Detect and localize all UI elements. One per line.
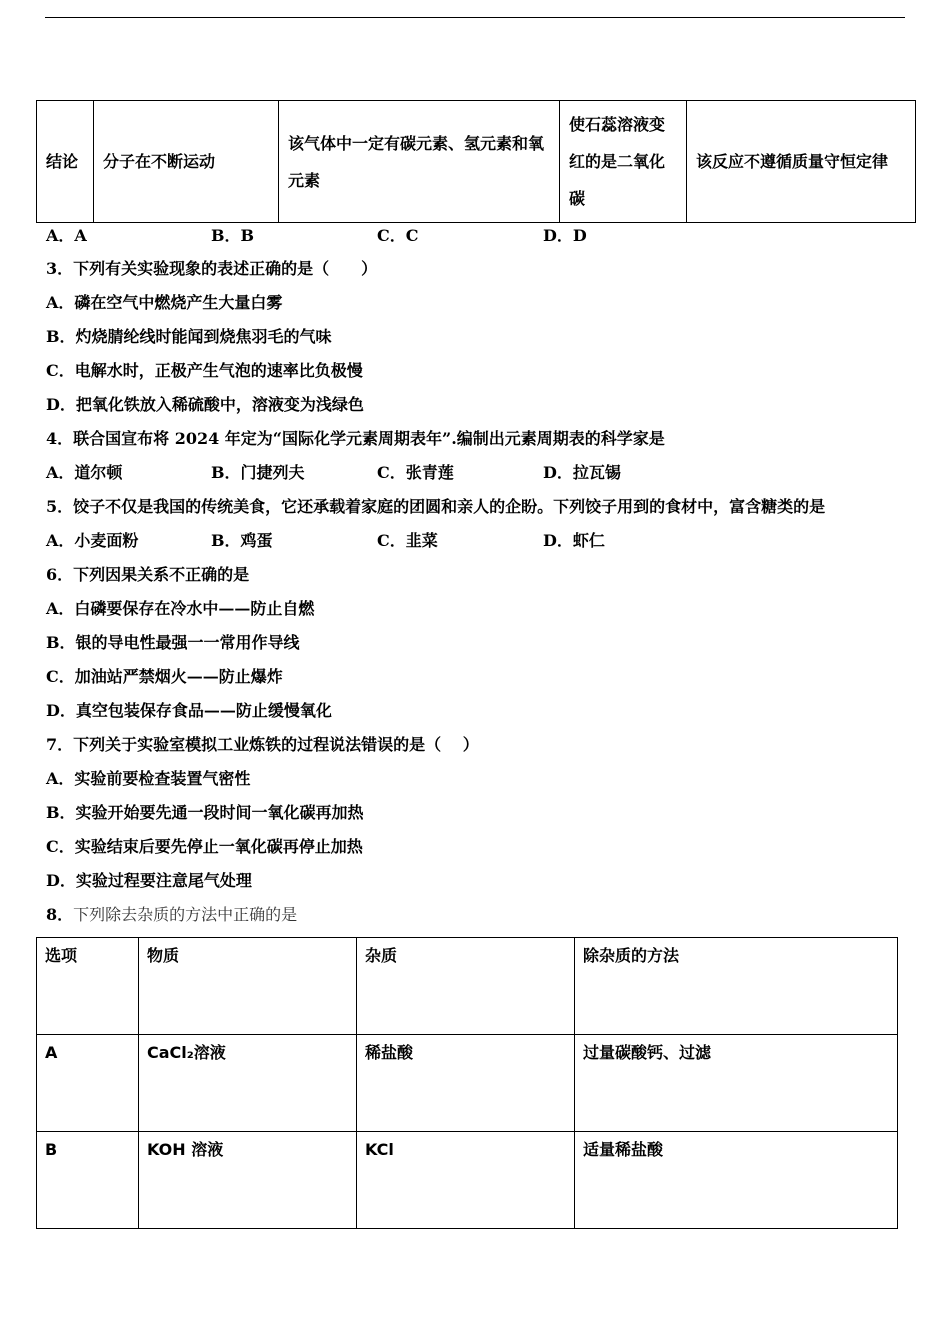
table-row — [37, 101, 916, 223]
question-4-stem: 4．联合国宣布将 2024 年定为“国际化学元素周期表年”.编制出元素周期表的科学家是 — [46, 429, 665, 448]
conclusion-table — [36, 100, 916, 223]
option-c: C．C — [377, 226, 419, 245]
option-a: A．实验前要检查装置气密性 — [46, 769, 251, 788]
table-row — [37, 1035, 898, 1132]
option-c: C．韭菜 — [377, 531, 438, 550]
option-a: A．A — [46, 226, 87, 245]
option-b: B．B — [211, 226, 255, 245]
table-cell: 过量碳酸钙、过滤 — [575, 1035, 898, 1132]
table-header-cell: 杂质 — [357, 938, 575, 1035]
question-5-stem: 5．饺子不仅是我国的传统美食，它还承载着家庭的团圆和亲人的企盼。下列饺子用到的食材中，富含糖类的是 — [46, 497, 826, 516]
header-rule — [45, 17, 905, 18]
table-cell: A — [37, 1035, 139, 1132]
question-3-stem: 3．下列有关实验现象的表述正确的是（ ） — [46, 259, 378, 278]
option-b: B．鸡蛋 — [211, 531, 273, 550]
option-c: C．电解水时，正极产生气泡的速率比负极慢 — [46, 361, 363, 380]
table-cell: B — [37, 1132, 139, 1229]
substance-suffix: 溶液 — [185, 1140, 224, 1159]
table-cell — [139, 1132, 357, 1229]
formula: CaCl₂ — [147, 1043, 194, 1062]
option-c: C．加油站严禁烟火——防止爆炸 — [46, 667, 283, 686]
option-d: D．真空包装保存食品——防止缓慢氧化 — [46, 701, 332, 720]
question-6-stem: 6．下列因果关系不正确的是 — [46, 565, 250, 584]
table-cell: 该反应不遵循质量守恒定律 — [687, 101, 916, 223]
question-text: 下列除去杂质的方法中正确的是 — [73, 905, 298, 924]
table-cell: 该气体中一定有碳元素、氢元素和氧元素 — [279, 101, 560, 223]
table-cell: KCl — [357, 1132, 575, 1229]
question-7-stem: 7．下列关于实验室模拟工业炼铁的过程说法错误的是（ ） — [46, 735, 479, 754]
option-b: B．实验开始要先通一段时间一氧化碳再加热 — [46, 803, 364, 822]
option-a: A．小麦面粉 — [46, 531, 139, 550]
table-header-cell: 物质 — [139, 938, 357, 1035]
option-a: A．道尔顿 — [46, 463, 123, 482]
option-d: D．把氧化铁放入稀硫酸中，溶液变为浅绿色 — [46, 395, 364, 414]
option-a: A．磷在空气中燃烧产生大量白雾 — [46, 293, 283, 312]
option-b: B．灼烧腈纶线时能闻到烧焦羽毛的气味 — [46, 327, 332, 346]
option-d: D．拉瓦锡 — [543, 463, 621, 482]
table-cell: 适量稀盐酸 — [575, 1132, 898, 1229]
table-cell: 使石蕊溶液变红的是二氧化碳 — [560, 101, 687, 223]
option-a: A．白磷要保存在冷水中——防止自燃 — [46, 599, 315, 618]
formula: KOH — [147, 1140, 186, 1159]
option-c: C．张青莲 — [377, 463, 454, 482]
table-header-cell: 选项 — [37, 938, 139, 1035]
substance-suffix: 溶液 — [193, 1043, 226, 1062]
impurity-table — [36, 937, 898, 1229]
option-d: D．D — [543, 226, 587, 245]
option-b: B．门捷列夫 — [211, 463, 305, 482]
option-c: C．实验结束后要先停止一氧化碳再停止加热 — [46, 837, 363, 856]
question-8-stem — [46, 902, 297, 928]
table-cell: 分子在不断运动 — [94, 101, 279, 223]
option-d: D．实验过程要注意尾气处理 — [46, 871, 252, 890]
table-header-row — [37, 938, 898, 1035]
option-d: D．虾仁 — [543, 531, 605, 550]
table-header-cell: 除杂质的方法 — [575, 938, 898, 1035]
table-row — [37, 1132, 898, 1229]
option-b: B．银的导电性最强一一常用作导线 — [46, 633, 300, 652]
table-cell: 稀盐酸 — [357, 1035, 575, 1132]
table-cell: 结论 — [37, 101, 94, 223]
table-cell — [139, 1035, 357, 1132]
question-number: 8． — [46, 905, 74, 924]
